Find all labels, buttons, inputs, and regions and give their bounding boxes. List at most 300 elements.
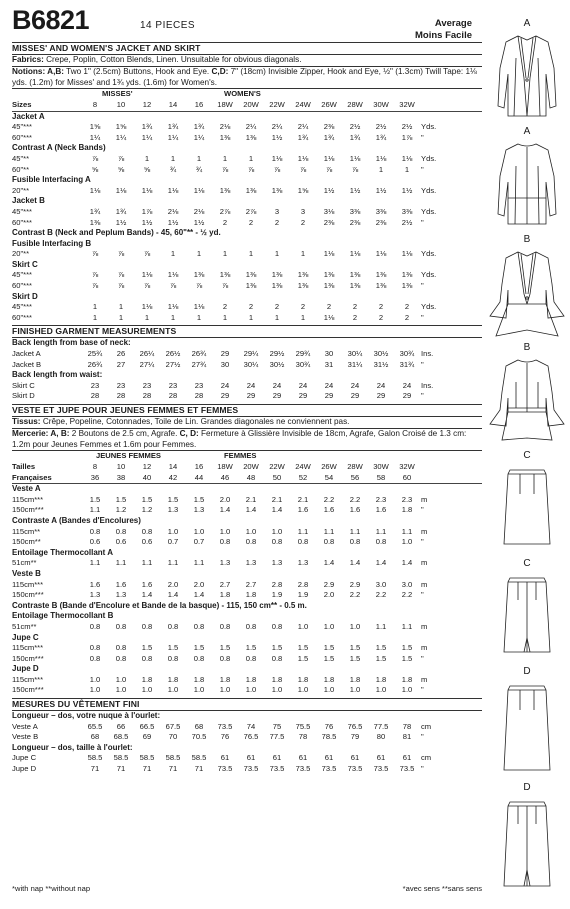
unit-cell: Yds. (421, 153, 437, 163)
value-cell: 1.3 (219, 558, 231, 568)
row-label: Veste B (12, 732, 39, 742)
size-cell: 50 (264, 473, 290, 484)
value-cell: 1⅛ (167, 302, 179, 312)
value-cell: 61 (376, 753, 386, 763)
group-label: Entoilage Thermocollant B (12, 611, 114, 621)
value-cell: 2 (248, 217, 254, 227)
value-cell: 1.4 (323, 558, 335, 568)
value-cell: 2 (300, 217, 306, 227)
value-cell: ⅝ (117, 164, 125, 174)
table-row (12, 675, 482, 686)
value-cell: 1⅜ (219, 270, 231, 280)
value-cell: 1.0 (349, 621, 361, 631)
value-cell: 1.0 (349, 685, 361, 695)
header (0, 0, 570, 41)
value-cell: 1⅞ (401, 132, 413, 142)
view-skirt-d-back (488, 782, 566, 898)
sizes-label: Sizes (12, 100, 82, 111)
size-cell: 46 (212, 473, 238, 484)
value-cell: 23 (142, 380, 152, 390)
view-letter: C (523, 450, 531, 461)
value-cell: ⅞ (169, 281, 177, 291)
value-cell: 31 (324, 359, 334, 369)
value-cell: 1.8 (271, 674, 283, 684)
value-cell: 1.5 (141, 643, 153, 653)
value-cell: 1.6 (323, 505, 335, 515)
group-label: Jacket A (12, 111, 45, 121)
value-cell: 2⅛ (167, 206, 179, 216)
value-cell: ⅞ (91, 249, 99, 259)
value-cell: ⅞ (221, 164, 229, 174)
value-cell: 24 (298, 380, 308, 390)
table-row (12, 527, 482, 538)
value-cell: 1.8 (193, 674, 205, 684)
footer (12, 884, 482, 896)
value-cell: 24 (402, 380, 412, 390)
value-cell: 2⅜ (349, 217, 361, 227)
row-label: 20"** (12, 249, 30, 259)
size-cell: 18W (212, 100, 238, 111)
row-label: 51cm** (12, 621, 37, 631)
value-cell: 1⅛ (167, 270, 179, 280)
value-cell: 1 (274, 312, 280, 322)
difficulty (372, 18, 472, 42)
group-label: Contraste A (Bandes d'Encolures) (12, 515, 141, 525)
table-row (12, 558, 482, 569)
value-cell: 26 (116, 349, 126, 359)
value-cell: 1.0 (115, 685, 127, 695)
tissus-label: Tissus: (12, 417, 41, 427)
value-cell: 71 (90, 764, 100, 774)
value-cell: 73.5 (217, 721, 233, 731)
value-cell: 1⅜ (245, 132, 257, 142)
group-row (12, 516, 482, 527)
group-row (12, 111, 482, 122)
value-cell: 1½ (349, 185, 361, 195)
value-cell: 61 (324, 753, 334, 763)
value-cell: ⅞ (117, 249, 125, 259)
value-cell: 1⅛ (115, 185, 127, 195)
value-cell: 1.3 (245, 558, 257, 568)
value-cell: 1.5 (193, 494, 205, 504)
table-row (12, 133, 482, 144)
group-label: Back length from base of neck: (12, 338, 131, 348)
value-cell: 1.5 (401, 653, 413, 663)
value-cell: 71 (168, 764, 178, 774)
value-cell: ⅞ (273, 164, 281, 174)
value-cell: 1.8 (141, 674, 153, 684)
value-cell: 58.5 (165, 753, 181, 763)
value-cell: ⅝ (143, 164, 151, 174)
value-cell: 1.8 (297, 674, 309, 684)
value-cell: 1⅛ (167, 185, 179, 195)
group-misses: MISSES' (102, 89, 133, 99)
value-cell: 73.5 (399, 764, 415, 774)
skirt-c-front-drawing (488, 460, 566, 556)
value-cell: 0.8 (115, 621, 127, 631)
value-cell: 1 (300, 312, 306, 322)
unit-cell: m (421, 558, 428, 568)
row-label: 115cm*** (12, 494, 44, 504)
yardage-table-en (12, 89, 482, 323)
value-cell: 3⅜ (401, 206, 413, 216)
value-cell: 1.6 (115, 579, 127, 589)
value-cell: 1.3 (297, 558, 309, 568)
value-cell: 58.5 (139, 753, 155, 763)
value-cell: 24 (220, 380, 230, 390)
value-cell: 2 (222, 217, 228, 227)
table-row (12, 685, 482, 696)
value-cell: 1.8 (401, 505, 413, 515)
value-cell: 30½ (373, 349, 389, 359)
notions-cd-label: C,D: (211, 66, 229, 76)
value-cell: 1¼ (193, 132, 205, 142)
value-cell: 1.6 (297, 505, 309, 515)
group-label: Back length from waist: (12, 370, 103, 380)
view-letter: D (523, 782, 531, 793)
value-cell: 2⅜ (323, 217, 335, 227)
value-cell: 61 (402, 753, 412, 763)
value-cell: 0.8 (115, 643, 127, 653)
value-cell: 1.4 (167, 590, 179, 600)
group-row (12, 338, 482, 349)
size-cell: 54 (316, 473, 342, 484)
value-cell: 0.8 (219, 653, 231, 663)
value-cell: 2.2 (323, 494, 335, 504)
mvf-title: MESURES DU VÊTEMENT FINI (12, 699, 140, 710)
value-cell: 1⅛ (323, 153, 335, 163)
value-cell: 61 (272, 753, 282, 763)
difficulty-en: Average (434, 18, 472, 29)
value-cell: 3⅜ (375, 206, 387, 216)
value-cell: 2 (404, 312, 410, 322)
value-cell: ¾ (169, 164, 177, 174)
unit-cell: " (421, 764, 424, 774)
value-cell: 1 (222, 249, 228, 259)
mercerie-label: Mercerie: A, B: (12, 428, 70, 438)
section-title-fr: VESTE ET JUPE POUR JEUNES FEMMES ET FEMMES (12, 405, 239, 416)
value-cell: 61 (298, 753, 308, 763)
value-cell: 1½ (167, 217, 179, 227)
value-cell: 29 (298, 391, 308, 401)
value-cell: 1¾ (297, 132, 309, 142)
table-row (12, 580, 482, 591)
value-cell: 73.5 (243, 764, 259, 774)
value-cell: 1.1 (375, 526, 387, 536)
value-cell: 2.1 (297, 494, 309, 504)
value-cell: 1 (118, 312, 124, 322)
value-cell: 26½ (165, 349, 181, 359)
value-cell: 23 (168, 380, 178, 390)
value-cell: 0.8 (297, 537, 309, 547)
unit-cell: m (421, 643, 428, 653)
skirt-d-front-drawing (488, 676, 566, 780)
value-cell: 1⅛ (375, 249, 387, 259)
notions-text: Two 1" (2.5cm) Buttons, Hook and Eye. (66, 66, 210, 76)
jacket-b-back-drawing (488, 352, 566, 448)
view-letter: A (523, 126, 531, 137)
group-row (12, 711, 482, 722)
value-cell: 1⅛ (193, 185, 205, 195)
table-row (12, 654, 482, 665)
value-cell: 1.0 (245, 685, 257, 695)
row-label: 45"*** (12, 206, 33, 216)
value-cell: 1 (170, 249, 176, 259)
group-row (12, 239, 482, 250)
value-cell: 1.0 (89, 685, 101, 695)
value-cell: 1.3 (167, 505, 179, 515)
value-cell: 1⅛ (141, 270, 153, 280)
size-cell: 42 (160, 473, 186, 484)
skirt-c-back-drawing (488, 568, 566, 664)
value-cell: ⅝ (91, 164, 99, 174)
value-cell: 2 (404, 302, 410, 312)
size-cell: 38 (108, 473, 134, 484)
value-cell: 0.8 (89, 526, 101, 536)
value-cell: 1 (170, 312, 176, 322)
group-row (12, 370, 482, 381)
value-cell: 1⅜ (349, 281, 361, 291)
value-cell: 76 (324, 721, 334, 731)
value-cell: 1 (248, 312, 254, 322)
value-cell: 26¼ (139, 349, 155, 359)
value-cell: 1.8 (375, 674, 387, 684)
value-cell: 1 (274, 249, 280, 259)
value-cell: 74 (246, 721, 256, 731)
group-label: Jacket B (12, 196, 45, 206)
value-cell: 29 (402, 391, 412, 401)
size-cell: 22W (269, 462, 285, 471)
value-cell: 30 (324, 349, 334, 359)
value-cell: 78 (298, 732, 308, 742)
row-label: Skirt D (12, 391, 35, 401)
value-cell: 1.2 (115, 505, 127, 515)
value-cell: 30¾ (399, 349, 415, 359)
value-cell: 2.7 (245, 579, 257, 589)
notions-note (12, 67, 482, 89)
value-cell: 1⅜ (401, 270, 413, 280)
value-cell: 1⅛ (401, 249, 413, 259)
size-cell: 28W (347, 462, 363, 471)
value-cell: 1.5 (297, 653, 309, 663)
size-cell: 40 (134, 473, 160, 484)
size-cell: 10 (116, 462, 126, 471)
value-cell: 1.4 (141, 590, 153, 600)
value-cell: 2 (378, 302, 384, 312)
value-cell: 69 (142, 732, 152, 742)
value-cell: 2¼ (271, 122, 283, 132)
value-cell: 79 (350, 732, 360, 742)
value-cell: 1.0 (167, 685, 179, 695)
group-label: Veste B (12, 568, 41, 578)
size-cell: 48 (238, 473, 264, 484)
value-cell: 30¼ (243, 359, 259, 369)
value-cell: 0.8 (89, 643, 101, 653)
value-cell: 29 (220, 391, 230, 401)
value-cell: 1¾ (193, 122, 205, 132)
value-cell: 76.5 (347, 721, 363, 731)
size-cell: 60 (394, 473, 420, 484)
value-cell: 1½ (323, 185, 335, 195)
unit-cell: Ins. (421, 380, 434, 390)
value-cell: 1.6 (141, 579, 153, 589)
size-cell: 32W (399, 462, 415, 471)
size-cell: 8 (92, 462, 98, 471)
value-cell: 1 (222, 312, 228, 322)
size-cell: 58 (368, 473, 394, 484)
notions-label: Notions: A,B: (12, 66, 64, 76)
value-cell: 76.5 (243, 732, 259, 742)
row-label: Jacket A (12, 349, 41, 359)
value-cell: 1.1 (401, 621, 413, 631)
value-cell: 1.0 (193, 685, 205, 695)
table-row (12, 722, 482, 733)
value-cell: 1⅛ (349, 153, 361, 163)
value-cell: 1.6 (89, 579, 101, 589)
value-cell: 1.5 (297, 643, 309, 653)
size-cell: 26W (316, 100, 342, 111)
value-cell: 58.5 (113, 753, 129, 763)
main-content (12, 42, 482, 902)
value-cell: 1⅛ (141, 185, 153, 195)
value-cell: 1 (196, 249, 202, 259)
value-cell: 1¼ (167, 132, 179, 142)
value-cell: 1.5 (89, 494, 101, 504)
value-cell: 1.0 (167, 526, 179, 536)
value-cell: 1⅞ (141, 206, 153, 216)
value-cell: 1⅛ (323, 312, 335, 322)
group-row (12, 569, 482, 580)
value-cell: 61 (220, 753, 230, 763)
size-cell: 10 (108, 100, 134, 111)
view-letter: A (523, 18, 531, 29)
size-cell: 18W (217, 462, 233, 471)
value-cell: 1.4 (219, 505, 231, 515)
value-cell: 75 (272, 721, 282, 731)
value-cell: 1.1 (167, 558, 179, 568)
group-label: Jupe D (12, 664, 39, 674)
table-row (12, 218, 482, 229)
value-cell: 1⅝ (115, 122, 127, 132)
value-cell: 76 (220, 732, 230, 742)
group-label: Contrast A (Neck Bands) (12, 143, 106, 153)
value-cell: 1⅛ (193, 302, 205, 312)
value-cell: 0.8 (89, 653, 101, 663)
mvf-table (12, 711, 482, 775)
value-cell: 1 (144, 312, 150, 322)
value-cell: 29 (350, 391, 360, 401)
value-cell: 1 (300, 249, 306, 259)
value-cell: 1.1 (375, 621, 387, 631)
value-cell: 2.2 (349, 590, 361, 600)
value-cell: 31¾ (399, 359, 415, 369)
value-cell: 0.8 (271, 653, 283, 663)
table-row (12, 537, 482, 548)
value-cell: 1.8 (219, 674, 231, 684)
fgm-title: FINISHED GARMENT MEASUREMENTS (12, 326, 177, 337)
unit-cell: " (421, 217, 424, 227)
value-cell: 71 (194, 764, 204, 774)
value-cell: 1.0 (219, 685, 231, 695)
value-cell: 2.3 (401, 494, 413, 504)
value-cell: ⅞ (195, 281, 203, 291)
value-cell: 1.5 (323, 653, 335, 663)
value-cell: 2.3 (375, 494, 387, 504)
unit-cell: " (421, 505, 424, 515)
value-cell: 2 (326, 302, 332, 312)
value-cell: 1⅜ (271, 270, 283, 280)
value-cell: 2¼ (297, 122, 309, 132)
value-cell: 1.6 (349, 505, 361, 515)
view-jacket-a-back (488, 126, 566, 234)
value-cell: 1.5 (271, 643, 283, 653)
value-cell: 1.0 (219, 526, 231, 536)
value-cell: 1¾ (349, 132, 361, 142)
size-cell: 12 (134, 100, 160, 111)
value-cell: 24 (246, 380, 256, 390)
value-cell: 1¾ (115, 206, 127, 216)
value-cell: 2¼ (245, 122, 257, 132)
value-cell: 81 (402, 732, 412, 742)
value-cell: 2.0 (323, 590, 335, 600)
value-cell: 0.8 (271, 537, 283, 547)
table-row (12, 302, 482, 313)
unit-cell: Yds. (421, 302, 437, 312)
group-label: Fusible Interfacing B (12, 238, 92, 248)
value-cell: 1.5 (323, 643, 335, 653)
tailles-label: Tailles (12, 462, 36, 471)
size-cell: 26W (321, 462, 337, 471)
value-cell: 1.9 (271, 590, 283, 600)
value-cell: 3 (300, 206, 306, 216)
value-cell: 31¼ (347, 359, 363, 369)
size-cell: 52 (290, 473, 316, 484)
value-cell: 1.1 (89, 505, 101, 515)
size-cell: 16 (186, 100, 212, 111)
value-cell: 1.1 (115, 558, 127, 568)
fabrics-note (12, 55, 482, 66)
value-cell: 1⅜ (401, 281, 413, 291)
value-cell: 1.6 (375, 505, 387, 515)
value-cell: 3.0 (375, 579, 387, 589)
row-label: 60"*** (12, 281, 33, 291)
group-jeunes-femmes: JEUNES FEMMES (96, 451, 161, 461)
value-cell: 1.5 (167, 643, 179, 653)
value-cell: 68.5 (113, 732, 129, 742)
value-cell: 1 (378, 164, 384, 174)
table-row (12, 381, 482, 392)
value-cell: 30¾ (295, 359, 311, 369)
value-cell: ⅞ (117, 281, 125, 291)
value-cell: 77.5 (269, 732, 285, 742)
value-cell: 1⅛ (323, 249, 335, 259)
value-cell: 1½ (115, 217, 127, 227)
size-cell: 8 (82, 100, 108, 111)
value-cell: 0.8 (141, 621, 153, 631)
value-cell: 0.7 (167, 537, 179, 547)
unit-cell: " (421, 537, 424, 547)
tissus-text: Crêpe, Popeline, Cotonnades, Toile de Lin. Grandes diagonales ne conviennent pas. (42, 417, 350, 427)
value-cell: 0.8 (167, 653, 179, 663)
value-cell: 80 (376, 732, 386, 742)
row-label: 45"*** (12, 122, 33, 132)
table-row (12, 391, 482, 402)
mercerie-cd-text: Fermeture à Glissière Invisible de 18cm, Agrafe, Galon Croisé de 1.3 cm: 1.2m pour Jeunes Femmes et 1.6m pour Femmes. (12, 428, 467, 449)
size-cell: 30W (373, 462, 389, 471)
table-row (12, 732, 482, 743)
value-cell: 27¾ (191, 359, 207, 369)
unit-cell: " (421, 590, 424, 600)
